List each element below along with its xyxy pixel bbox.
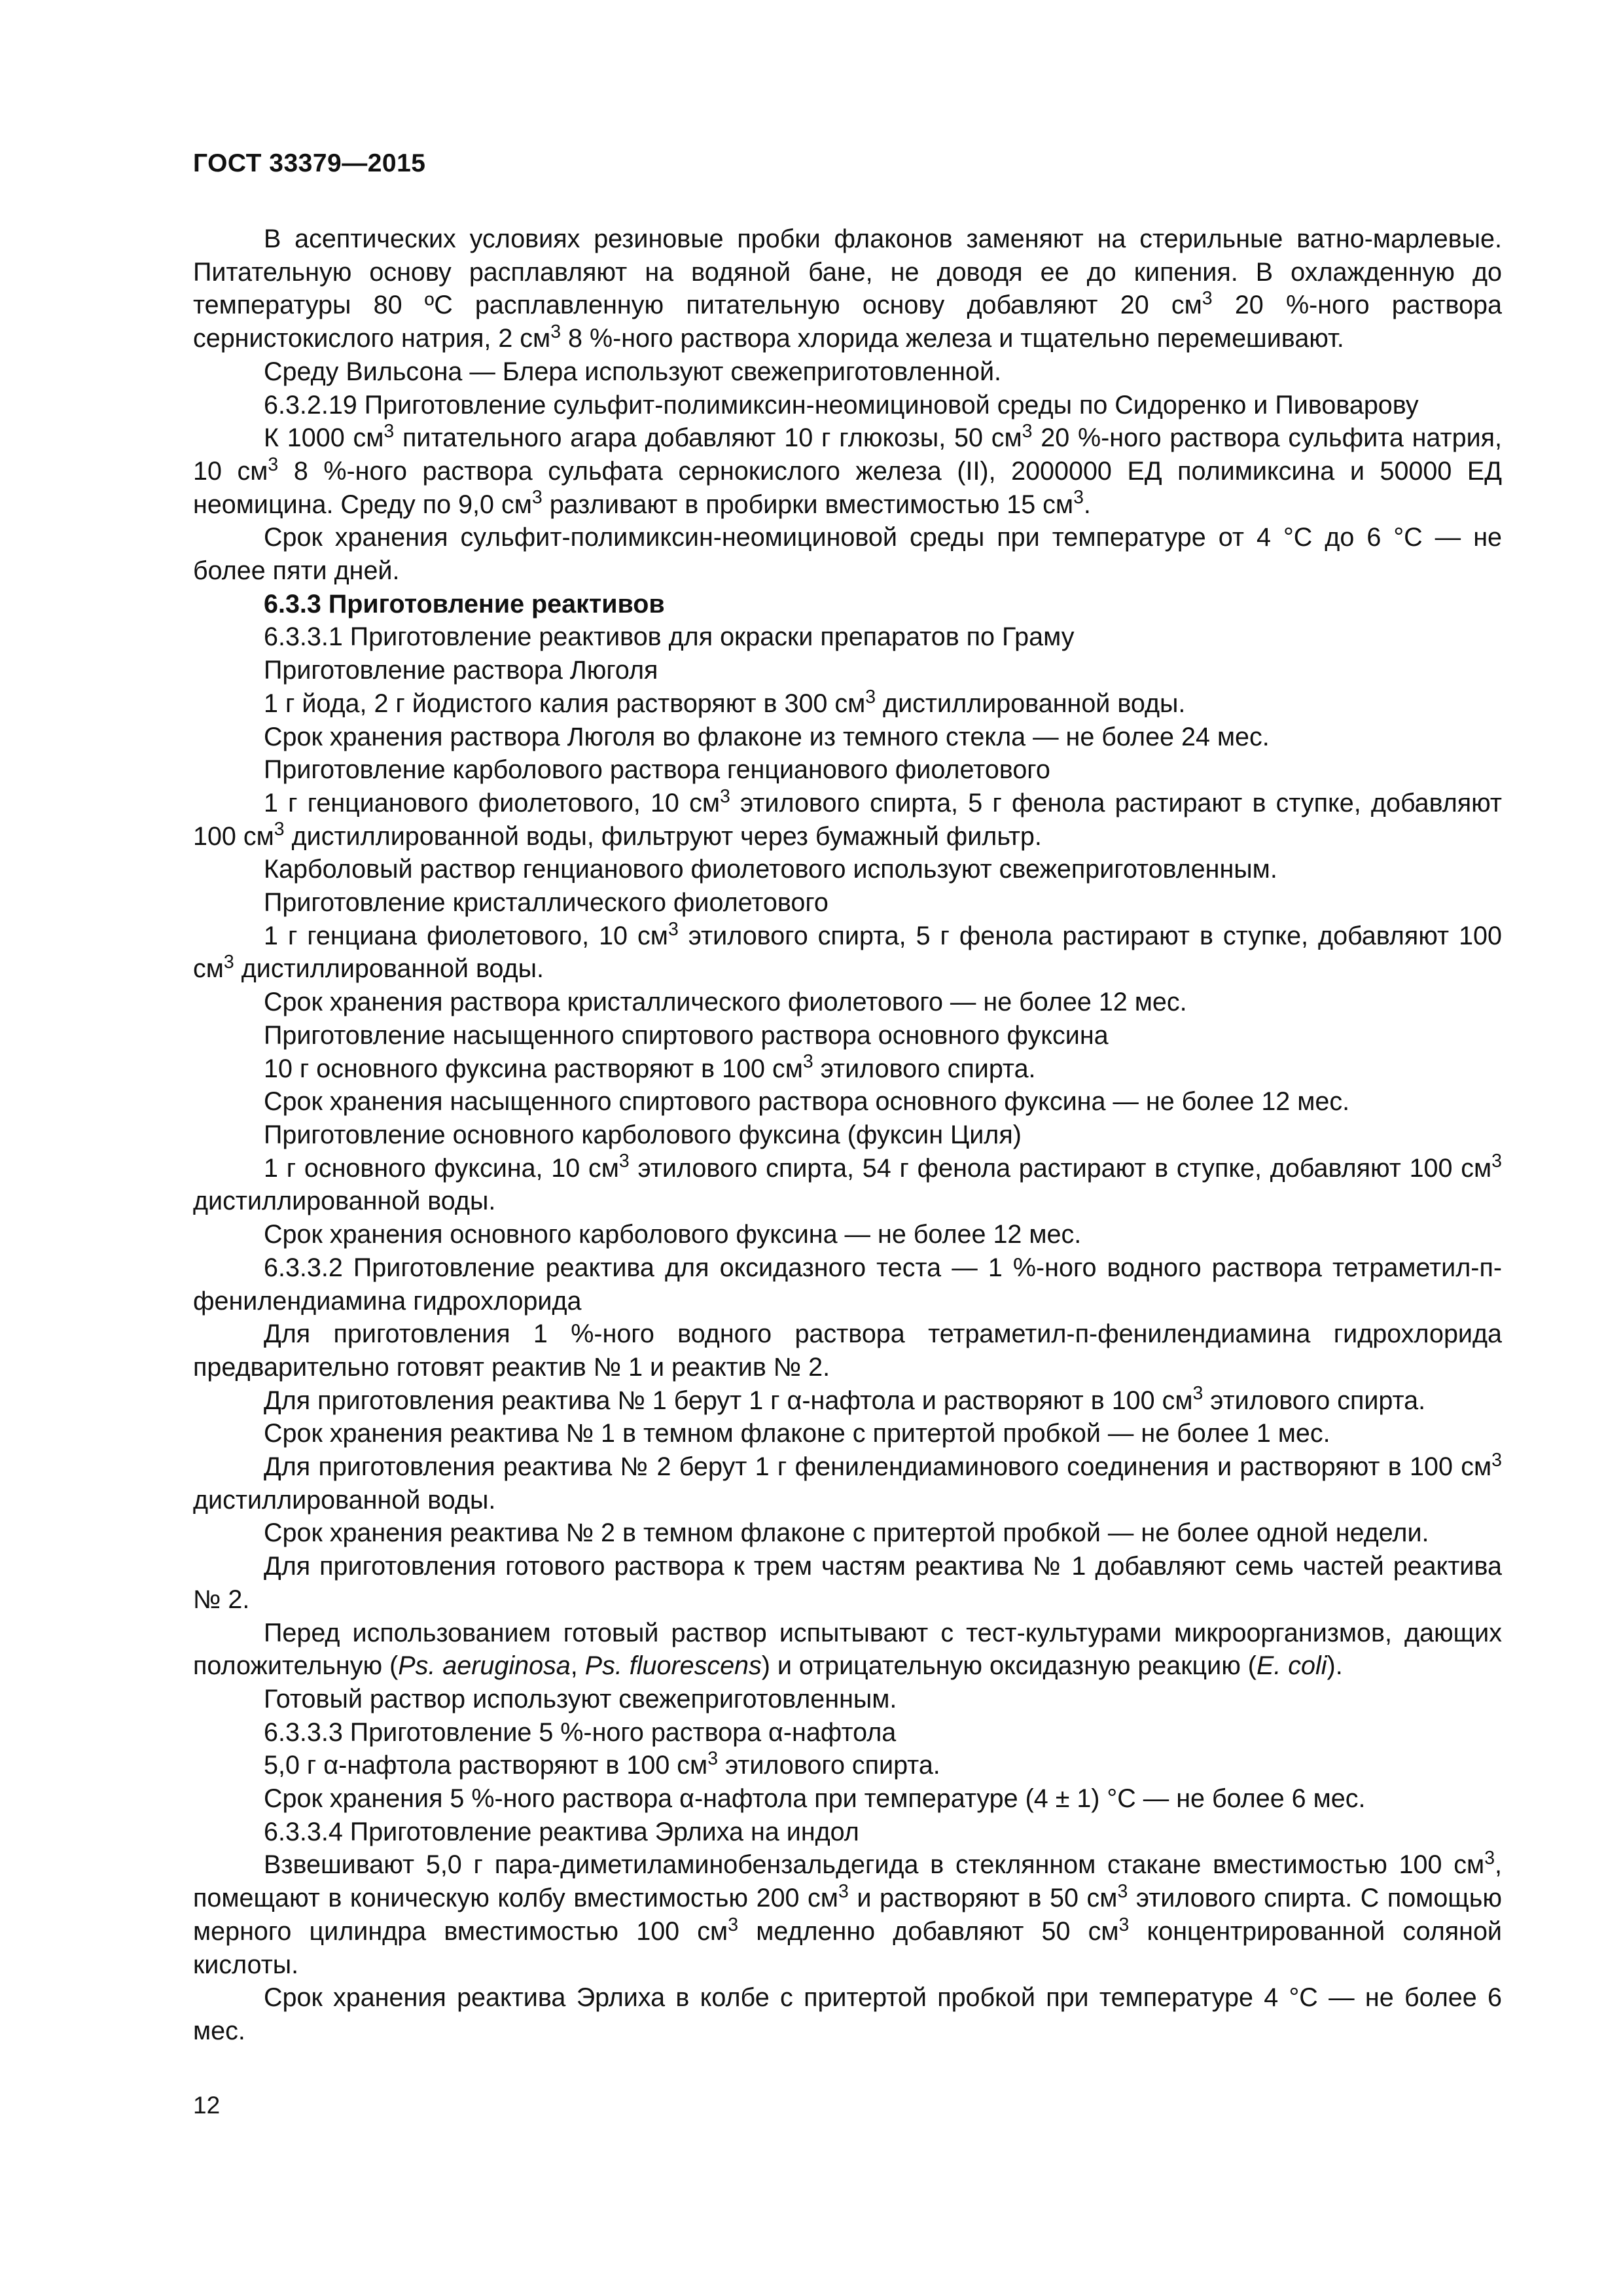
text-run: Срок хранения сульфит-полимиксин-неомициновой среды при температуре от 4 °С до 6 °С — не более пяти дней. xyxy=(193,523,1502,586)
superscript: 3 xyxy=(1073,487,1084,509)
superscript: 3 xyxy=(865,686,876,708)
paragraph xyxy=(193,1782,1502,1816)
superscript: 3 xyxy=(719,785,730,807)
paragraph xyxy=(193,389,1502,422)
text-run: Срок хранения реактива Эрлиха в колбе с притертой пробкой при температуре 4 °С — не более 6 мес. xyxy=(193,1983,1502,2045)
text-run: 8 %-ного раствора хлорида железа и тщательно перемешивают. xyxy=(561,324,1344,353)
paragraph xyxy=(193,1716,1502,1749)
superscript: 3 xyxy=(1202,288,1213,310)
text-run: Срок хранения насыщенного спиртового раствора основного фуксина — не более 12 мес. xyxy=(264,1087,1350,1117)
text-run: дистиллированной воды. xyxy=(876,689,1186,718)
text-run: концентрированной соляной кислоты. xyxy=(193,1916,1502,1979)
text-run: 6.3.3.1 Приготовление реактивов для окраски препаратов по Граму xyxy=(264,622,1075,652)
paragraph xyxy=(193,1981,1502,2047)
text-run: 20 %-ного раствора сульфита натрия, 10 см xyxy=(193,423,1502,486)
text-run: дистиллированной воды. xyxy=(193,1485,496,1515)
paragraph xyxy=(193,1816,1502,1849)
paragraph xyxy=(193,920,1502,986)
text-run: Приготовление карболового раствора генцианового фиолетового xyxy=(264,755,1050,785)
superscript: 3 xyxy=(802,1051,813,1073)
superscript: 3 xyxy=(668,918,679,940)
superscript: 3 xyxy=(618,1151,630,1172)
text-run: 1 г основного фуксина, 10 см xyxy=(264,1153,619,1183)
superscript: 3 xyxy=(550,321,562,342)
paragraph xyxy=(193,753,1502,787)
paragraph xyxy=(193,721,1502,754)
text-run: Срок хранения реактива № 2 в темном флаконе с притертой пробкой — не более одной недели. xyxy=(264,1518,1429,1548)
text-run: Для приготовления 1 %-ного водного раствора тетраметил-п-фенилендиамина гидрохлорида предварительно готовят реактив № 1 и реактив № 2. xyxy=(193,1319,1502,1382)
paragraph xyxy=(193,1218,1502,1251)
paragraph xyxy=(193,1251,1502,1318)
paragraph xyxy=(193,1052,1502,1086)
text-run: Приготовление насыщенного спиртового раствора основного фуксина xyxy=(264,1020,1109,1050)
text-run: 1 г йода, 2 г йодистого калия растворяют в 300 см xyxy=(264,689,866,718)
paragraph xyxy=(193,1516,1502,1550)
paragraph xyxy=(193,223,1502,355)
text-run: 5,0 г α-нафтола растворяют в 100 см xyxy=(264,1751,708,1780)
text-run: этилового спирта, 54 г фенола растирают в ступке, добавляют 100 см xyxy=(629,1153,1492,1183)
text-run: Приготовление раствора Люголя xyxy=(264,656,658,685)
text-run: Среду Вильсона — Блера используют свежеприготовленной. xyxy=(264,357,1001,386)
text-run: Взвешивают 5,0 г пара-диметиламинобензальдегида в стеклянном стакане вместимостью 100 см xyxy=(264,1850,1485,1880)
paragraph xyxy=(193,1749,1502,1782)
text-run: , xyxy=(570,1651,585,1681)
text-run: . xyxy=(1083,490,1091,519)
text-run: Срок хранения основного карболового фуксина — не более 12 мес. xyxy=(264,1220,1082,1249)
superscript: 3 xyxy=(1192,1383,1204,1405)
superscript: 3 xyxy=(707,1748,719,1770)
text-run: этилового спирта. xyxy=(1203,1386,1426,1415)
superscript: 3 xyxy=(1117,1880,1128,1902)
text-run: Готовый раствор используют свежеприготовленным. xyxy=(264,1684,897,1713)
paragraph xyxy=(193,1318,1502,1384)
paragraph xyxy=(193,1384,1502,1418)
text-run: Срок хранения раствора кристаллического фиолетового — не более 12 мес. xyxy=(264,988,1187,1017)
text-run: ) и отрицательную оксидазную реакцию ( xyxy=(761,1651,1257,1681)
text-run: 8 %-ного раствора сульфата сернокислого железа (II), 2000000 ЕД полимиксина и 50000 ЕД неомицина. Среду по 9,0 см xyxy=(193,456,1502,519)
document-body xyxy=(193,223,1502,2048)
text-run: , помещают в коническую колбу вместимостью 200 см xyxy=(193,1850,1502,1913)
text-run: Срок хранения раствора Люголя во флаконе из темного стекла — не более 24 мес. xyxy=(264,722,1270,751)
superscript: 3 xyxy=(223,952,234,973)
paragraph xyxy=(193,1450,1502,1516)
text-run: Приготовление основного карболового фуксина (фуксин Циля) xyxy=(264,1120,1022,1149)
text-run: Карболовый раствор генцианового фиолетового используют свежеприготовленным. xyxy=(264,855,1277,884)
paragraph xyxy=(193,620,1502,654)
superscript: 3 xyxy=(531,487,543,509)
text-run: 6.3.3.4 Приготовление реактива Эрлиха на индол xyxy=(264,1817,859,1846)
paragraph xyxy=(193,422,1502,521)
text-run: 1 г генциана фиолетового, 10 см xyxy=(264,921,668,950)
text-run: питательного агара добавляют 10 г глюкозы, 50 см xyxy=(394,423,1022,453)
document-header: ГОСТ 33379—2015 xyxy=(193,149,426,177)
paragraph xyxy=(193,886,1502,920)
text-run: дистиллированной воды. xyxy=(193,1187,496,1216)
superscript: 3 xyxy=(268,454,279,475)
text-run: Срок хранения реактива № 1 в темном флаконе с притертой пробкой — не более 1 мес. xyxy=(264,1419,1330,1448)
text-run: В асептических условиях резиновые пробки флаконов заменяют на стерильные ватно-марлевые. Питательную основу расплавляют на водяной бане, не доводя ее до кипения. В охлажденную до температуры 80 ºС расплавленную питательную основу добавляют 20 см xyxy=(193,224,1502,320)
text-run: 6.3.3.3 Приготовление 5 %-ного раствора α-нафтола xyxy=(264,1717,897,1747)
paragraph xyxy=(193,1683,1502,1716)
text-run: разливают в пробирки вместимостью 15 см xyxy=(542,490,1074,519)
paragraph xyxy=(193,853,1502,886)
italic-text: Ps. fluorescens xyxy=(584,1651,762,1681)
text-run: этилового спирта, 5 г фенола растирают в ступке, добавляют 100 см xyxy=(193,788,1502,851)
text-run: этилового спирта. xyxy=(718,1751,940,1780)
text-run: 6.3.2.19 Приготовление сульфит-полимиксин-неомициновой среды по Сидоренко и Пивоварову xyxy=(264,390,1419,420)
page-number: 12 xyxy=(193,2092,221,2119)
text-run: и растворяют в 50 см xyxy=(848,1884,1118,1913)
paragraph xyxy=(193,687,1502,721)
superscript: 3 xyxy=(728,1914,739,1935)
paragraph xyxy=(193,1152,1502,1218)
text-run: Для приготовления реактива № 2 берут 1 г фенилендиаминового соединения и растворяют в 100 см xyxy=(264,1452,1492,1482)
superscript: 3 xyxy=(1022,421,1033,442)
paragraph xyxy=(193,1848,1502,1981)
italic-text: Ps. aeruginosa xyxy=(398,1651,571,1681)
text-run: Для приготовления реактива № 1 берут 1 г α-нафтола и растворяют в 100 см xyxy=(264,1386,1193,1415)
paragraph xyxy=(193,787,1502,853)
superscript: 3 xyxy=(1491,1151,1502,1172)
section-heading xyxy=(193,588,1502,621)
text-run: Для приготовления готового раствора к трем частям реактива № 1 добавляют семь частей реактива № 2. xyxy=(193,1552,1502,1614)
text-run: Срок хранения 5 %-ного раствора α-нафтола при температуре (4 ± 1) °С — не более 6 мес. xyxy=(264,1784,1366,1814)
text-run: ). xyxy=(1327,1651,1343,1681)
paragraph xyxy=(193,521,1502,587)
italic-text: E. coli xyxy=(1256,1651,1327,1681)
paragraph xyxy=(193,654,1502,687)
text-run: 1 г генцианового фиолетового, 10 см xyxy=(264,788,720,817)
text-run: Приготовление кристаллического фиолетового xyxy=(264,888,829,918)
superscript: 3 xyxy=(838,1880,849,1902)
paragraph xyxy=(193,986,1502,1019)
text-run: этилового спирта. С помощью мерного цилиндра вместимостью 100 см xyxy=(193,1884,1503,1946)
text-run: этилового спирта, 5 г фенола растирают в ступке, добавляют 100 см xyxy=(193,921,1502,984)
superscript: 3 xyxy=(274,819,285,840)
text-run: медленно добавляют 50 см xyxy=(738,1916,1119,1946)
superscript: 3 xyxy=(383,421,395,442)
text-run: дистиллированной воды, фильтруют через бумажный фильтр. xyxy=(284,821,1042,851)
text-run: К 1000 см xyxy=(264,423,384,453)
paragraph xyxy=(193,1119,1502,1152)
superscript: 3 xyxy=(1491,1449,1502,1471)
paragraph xyxy=(193,1019,1502,1052)
paragraph xyxy=(193,1085,1502,1119)
text-run: дистиллированной воды. xyxy=(234,954,544,984)
text-run: Перед использованием готовый раствор испытывают с тест-культурами микроорганизмов, дающих положительную ( xyxy=(193,1618,1502,1681)
text-run: 10 г основного фуксина растворяют в 100 см xyxy=(264,1054,803,1083)
paragraph xyxy=(193,1550,1502,1616)
paragraph xyxy=(193,1417,1502,1450)
superscript: 3 xyxy=(1484,1848,1495,1869)
paragraph xyxy=(193,1617,1502,1683)
text-run: этилового спирта. xyxy=(813,1054,1036,1083)
text-run: 20 %-ного раствора сернистокислого натрия, 2 см xyxy=(193,291,1502,353)
paragraph xyxy=(193,355,1502,389)
text-run: 6.3.3 Приготовление реактивов xyxy=(264,589,665,619)
superscript: 3 xyxy=(1118,1914,1130,1935)
text-run: 6.3.3.2 Приготовление реактива для оксидазного теста — 1 %-ного водного раствора тетраметил-п-фенилендиамина гидрохлорида xyxy=(193,1253,1502,1316)
